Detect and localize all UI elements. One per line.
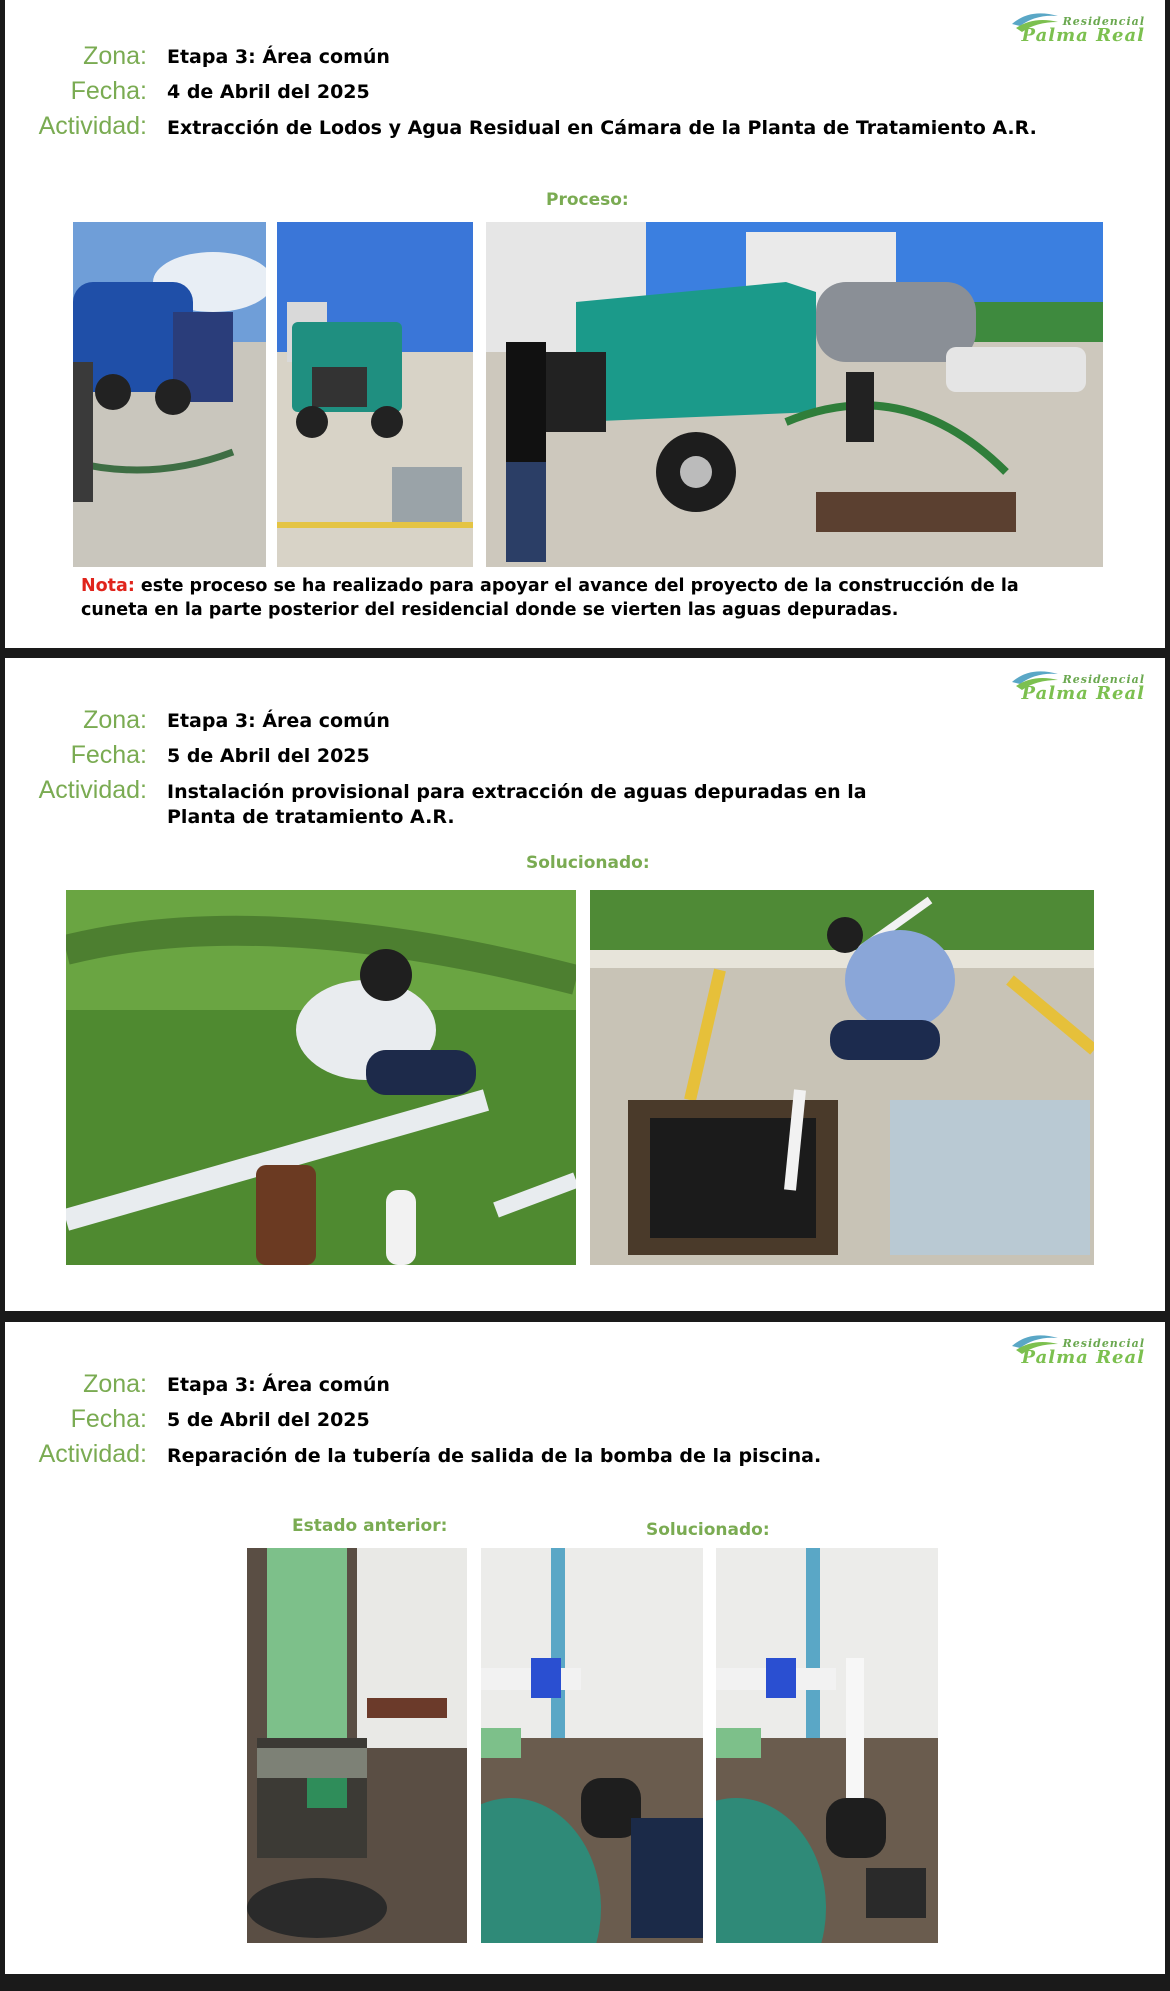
brand-line-2: Palma Real <box>1021 683 1145 704</box>
slide-3 <box>5 1322 1165 1974</box>
actividad-value: Reparación de la tubería de salida de la bomba de la piscina. <box>167 1445 822 1467</box>
palma-real-logo <box>1010 6 1145 46</box>
zona-label: Zona: <box>83 706 147 734</box>
zona-label: Zona: <box>83 42 147 70</box>
palma-real-logo <box>1010 1328 1145 1368</box>
fecha-value: 5 de Abril del 2025 <box>167 1409 370 1431</box>
photo-tanker-blue <box>73 222 266 567</box>
photo-truck-green-front <box>277 222 473 567</box>
section-title-before: Estado anterior: <box>292 1516 448 1536</box>
note-paragraph <box>81 574 1081 622</box>
note-text: este proceso se ha realizado para apoyar el avance del proyecto de la construcción de la cuneta en la parte posterior del residencial donde se vierten las aguas depuradas. <box>81 576 1019 620</box>
actividad-value: Extracción de Lodos y Agua Residual en Cámara de la Planta de Tratamiento A.R. <box>167 117 1037 139</box>
brand-line-1: Residencial <box>1062 15 1145 28</box>
photo-damaged-pipe <box>247 1548 467 1943</box>
brand-line-1: Residencial <box>1062 1337 1145 1350</box>
zona-value: Etapa 3: Área común <box>167 46 390 68</box>
zona-value: Etapa 3: Área común <box>167 1374 390 1396</box>
fecha-label: Fecha: <box>70 1405 147 1433</box>
actividad-label: Actividad: <box>38 776 147 804</box>
zona-value: Etapa 3: Área común <box>167 710 390 732</box>
actividad-label: Actividad: <box>38 112 147 140</box>
photo-repaired-pump <box>481 1548 703 1943</box>
section-title: Solucionado: <box>526 853 650 873</box>
slide-1 <box>5 0 1165 648</box>
brand-line-2: Palma Real <box>1021 1347 1145 1368</box>
palma-real-logo <box>1010 664 1145 704</box>
photo-repaired-pipe <box>716 1548 938 1943</box>
section-title: Proceso: <box>546 190 629 210</box>
section-title-after: Solucionado: <box>646 1520 770 1540</box>
photo-installing-pipe <box>590 890 1094 1265</box>
brand-line-1: Residencial <box>1062 673 1145 686</box>
zona-label: Zona: <box>83 1370 147 1398</box>
fecha-label: Fecha: <box>70 741 147 769</box>
fecha-value: 4 de Abril del 2025 <box>167 81 370 103</box>
photo-cutting-pipe <box>66 890 576 1265</box>
brand-line-2: Palma Real <box>1021 25 1145 46</box>
actividad-value: Instalación provisional para extracción de aguas depuradas en la Planta de tratamiento A.R. <box>167 781 867 828</box>
slide-2 <box>5 658 1165 1311</box>
actividad-label: Actividad: <box>38 1440 147 1468</box>
fecha-label: Fecha: <box>70 77 147 105</box>
note-label: Nota: <box>81 576 135 596</box>
photo-tanker-green-side <box>486 222 1103 567</box>
fecha-value: 5 de Abril del 2025 <box>167 745 370 767</box>
